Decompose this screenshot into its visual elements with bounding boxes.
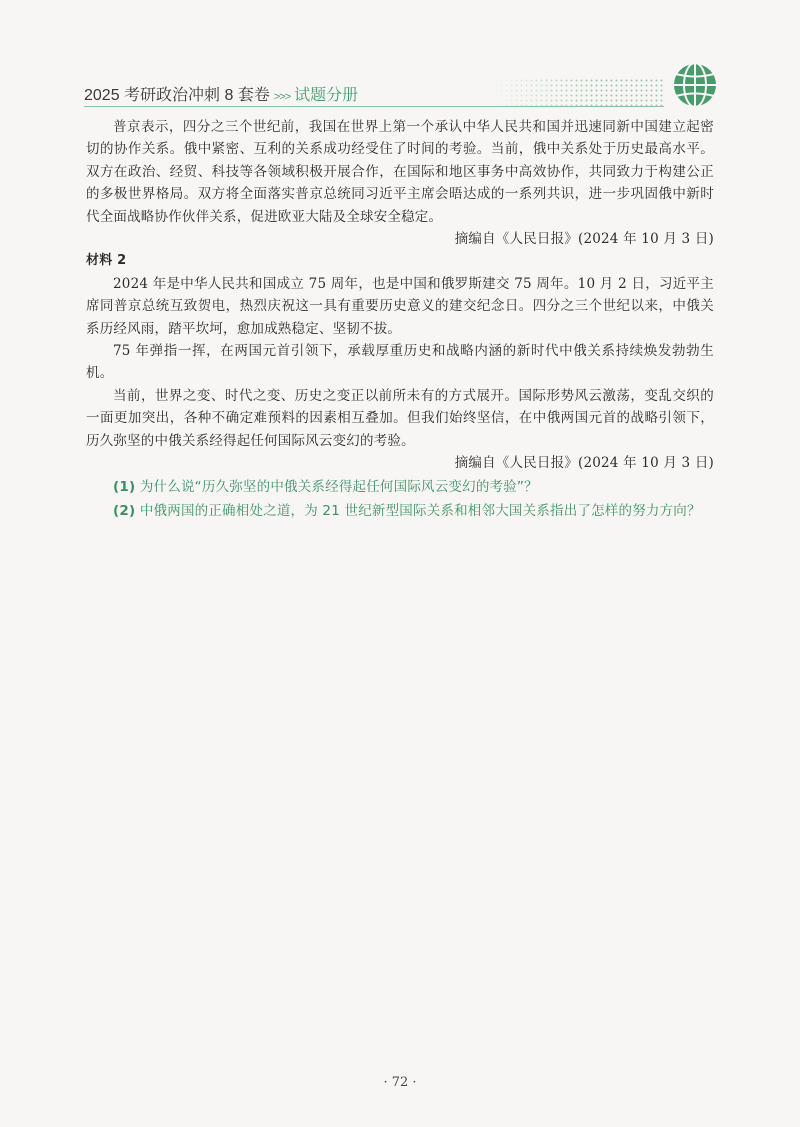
material-2-paragraph-2: 75 年弹指一挥，在两国元首引领下，承载厚重历史和战略内涵的新时代中俄关系持续焕发勃勃生机。 bbox=[86, 343, 714, 382]
question-1 bbox=[86, 475, 714, 499]
question-2 bbox=[86, 499, 714, 523]
material-2-title: 材料 2 bbox=[86, 253, 127, 269]
question-1-text: 为什么说“历久弥坚的中俄关系经得起任何国际风云变幻的考验”？ bbox=[139, 478, 538, 495]
intro-source: 摘编自《人民日报》(2024 年 10 月 3 日) bbox=[454, 231, 714, 248]
page-number: · 72 · bbox=[383, 1075, 417, 1090]
page-header bbox=[84, 78, 724, 108]
question-2-number: (2) bbox=[113, 502, 136, 519]
intro-paragraph: 普京表示，四分之三个世纪前，我国在世界上第一个承认中华人民共和国并迅速同新中国建立起密切的协作关系。俄中紧密、互利的关系成功经受住了时间的考验。当前，俄中关系处于历史最高水平。双方在政治、经贸、科技等各领域积极开展合作，在国际和地区事务中高效协作，共同致力于构建公正的多极世界格局。双方将全面落实普京总统同习近平主席会晤达成的一系列共识，进一步巩固俄中新时代全面战略协作伙伴关系，促进欧亚大陆及全球安全稳定。 bbox=[86, 119, 714, 225]
book-subtitle: 试题分册 bbox=[294, 87, 359, 104]
globe-icon bbox=[670, 60, 720, 110]
page-content bbox=[86, 116, 714, 523]
material-2-paragraph-1: 2024 年是中华人民共和国成立 75 周年，也是中国和俄罗斯建交 75 周年。10 月 2 日，习近平主席同普京总统互致贺电，热烈庆祝这一具有重要历史意义的建交纪念日。四分之三个世纪以来，中俄关系历经风雨，踏平坎坷，愈加成熟稳定、坚韧不拔。 bbox=[86, 275, 714, 337]
header-separator: >>> bbox=[273, 91, 291, 103]
material-2-paragraph-3: 当前，世界之变、时代之变、历史之变正以前所未有的方式展开。国际形势风云激荡，变乱交织的一面更加突出，各种不确定难预料的因素相互叠加。但我们始终坚信，在中俄两国元首的战略引领下，历久弥坚的中俄关系经得起任何国际风云变幻的考验。 bbox=[86, 387, 714, 449]
question-2-text: 中俄两国的正确相处之道，为 21 世纪新型国际关系和相邻大国关系指出了怎样的努力方向？ bbox=[139, 502, 701, 519]
question-1-number: (1) bbox=[113, 478, 136, 495]
header-title bbox=[84, 82, 358, 105]
book-title: 2025 考研政治冲刺 8 套卷 bbox=[84, 87, 270, 104]
header-dot-pattern bbox=[494, 78, 664, 106]
header-rule bbox=[84, 106, 664, 107]
material-2-source: 摘编自《人民日报》(2024 年 10 月 3 日) bbox=[454, 455, 714, 472]
